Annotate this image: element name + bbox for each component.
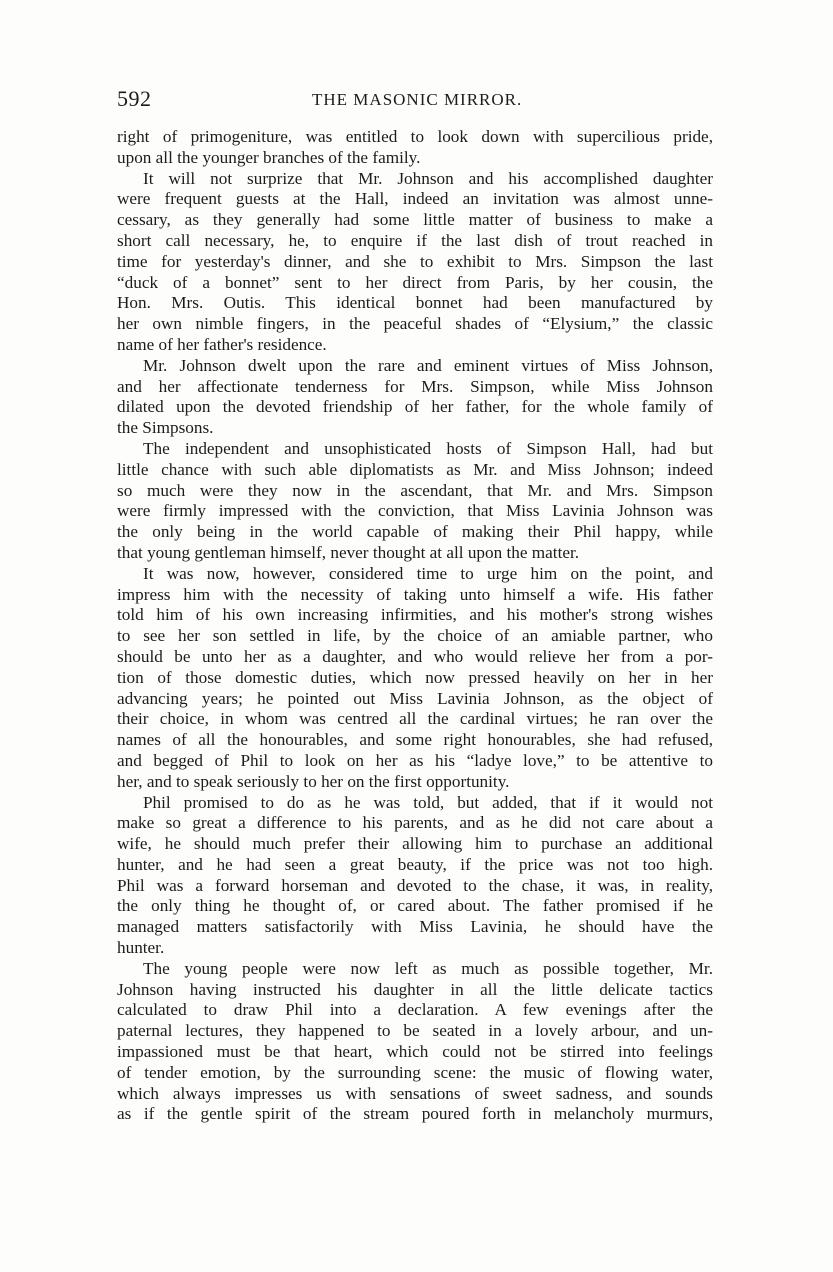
text-line: the Simpsons.: [117, 418, 214, 438]
text-line: paternal lectures, they happened to be seated in a lovely arbour, and un-: [117, 1021, 713, 1041]
text-line: impassioned must be that heart, which could not be stirred into feelings: [117, 1042, 713, 1062]
body-text: [117, 127, 713, 1125]
text-line: as if the gentle spirit of the stream poured forth in melancholy murmurs,: [117, 1104, 713, 1124]
text-line: time for yesterday's dinner, and she to exhibit to Mrs. Simpson the last: [117, 251, 713, 271]
text-line: dilated upon the devoted friendship of her father, for the whole family of: [117, 397, 713, 417]
text-line: It was now, however, considered time to urge him on the point, and: [143, 563, 713, 583]
text-line: name of her father's residence.: [117, 334, 327, 354]
text-line: make so great a difference to his parents, and as he did not care about a: [117, 813, 713, 833]
text-line: her own nimble fingers, in the peaceful shades of “Elysium,” the classic: [117, 314, 713, 334]
text-line: advancing years; he pointed out Miss Lavinia Johnson, as the object of: [117, 688, 713, 708]
text-line: wife, he should much prefer their allowing him to purchase an additional: [117, 834, 713, 854]
text-line: the only thing he thought of, or cared about. The father promised if he: [117, 896, 713, 916]
text-line: of tender emotion, by the surrounding scene: the music of flowing water,: [117, 1062, 713, 1082]
text-line: and her affectionate tenderness for Mrs. Simpson, while Miss Johnson: [117, 376, 713, 396]
text-line: Phil promised to do as he was told, but added, that if it would not: [143, 792, 713, 812]
text-line: impress him with the necessity of taking unto himself a wife. His father: [117, 584, 713, 604]
text-line: tion of those domestic duties, which now pressed heavily on her in her: [117, 667, 713, 687]
text-line: Johnson having instructed his daughter in all the little delicate tactics: [117, 979, 713, 999]
text-line: calculated to draw Phil into a declaration. A few evenings after the: [117, 1000, 713, 1020]
text-line: short call necessary, he, to enquire if the last dish of trout reached in: [117, 230, 713, 250]
text-line: hunter, and he had seen a great beauty, if the price was not too high.: [117, 854, 713, 874]
text-line: The young people were now left as much as possible together, Mr.: [143, 958, 713, 978]
text-line: her, and to speak seriously to her on the first opportunity.: [117, 771, 510, 791]
text-line: It will not surprize that Mr. Johnson and his accomplished daughter: [143, 168, 713, 188]
text-line: were firmly impressed with the conviction, that Miss Lavinia Johnson was: [117, 501, 713, 521]
text-line: that young gentleman himself, never thought at all upon the matter.: [117, 542, 580, 562]
text-line: so much were they now in the ascendant, that Mr. and Mrs. Simpson: [117, 480, 713, 500]
text-line: Mr. Johnson dwelt upon the rare and eminent virtues of Miss Johnson,: [143, 355, 713, 375]
text-line: right of primogeniture, was entitled to look down with supercilious pride,: [117, 127, 713, 146]
text-line: told him of his own increasing infirmities, and his mother's strong wishes: [117, 605, 713, 625]
text-line: managed matters satisfactorily with Miss Lavinia, he should have the: [117, 917, 713, 937]
text-line: “duck of a bonnet” sent to her direct from Paris, by her cousin, the: [117, 272, 713, 292]
text-line: were frequent guests at the Hall, indeed an invitation was almost unne-: [117, 189, 713, 209]
running-head: [117, 86, 729, 112]
text-line: upon all the younger branches of the family.: [117, 147, 421, 167]
text-line: names of all the honourables, and some right honourables, she had refused,: [117, 730, 713, 750]
text-line: hunter.: [117, 938, 165, 958]
text-line: their choice, in whom was centred all the cardinal virtues; he ran over the: [117, 709, 713, 729]
text-line: to see her son settled in life, by the choice of an amiable partner, who: [117, 626, 713, 646]
text-line: the only being in the world capable of making their Phil happy, while: [117, 522, 713, 542]
text-line: Phil was a forward horseman and devoted to the chase, it was, in reality,: [117, 875, 713, 895]
text-line: should be unto her as a daughter, and who would relieve her from a por-: [117, 646, 713, 666]
text-line: and begged of Phil to look on her as his “ladye love,” to be attentive to: [117, 750, 713, 770]
text-line: which always impresses us with sensations of sweet sadness, and sounds: [117, 1083, 713, 1103]
page-number: 592: [117, 86, 152, 111]
text-line: Hon. Mrs. Outis. This identical bonnet had been manufactured by: [117, 293, 713, 313]
running-title: THE MASONIC MIRROR.: [312, 90, 523, 109]
text-line: cessary, as they generally had some little matter of business to make a: [117, 210, 713, 230]
text-line: little chance with such able diplomatists as Mr. and Miss Johnson; indeed: [117, 459, 713, 479]
text-line: The independent and unsophisticated hosts of Simpson Hall, had but: [143, 438, 713, 458]
